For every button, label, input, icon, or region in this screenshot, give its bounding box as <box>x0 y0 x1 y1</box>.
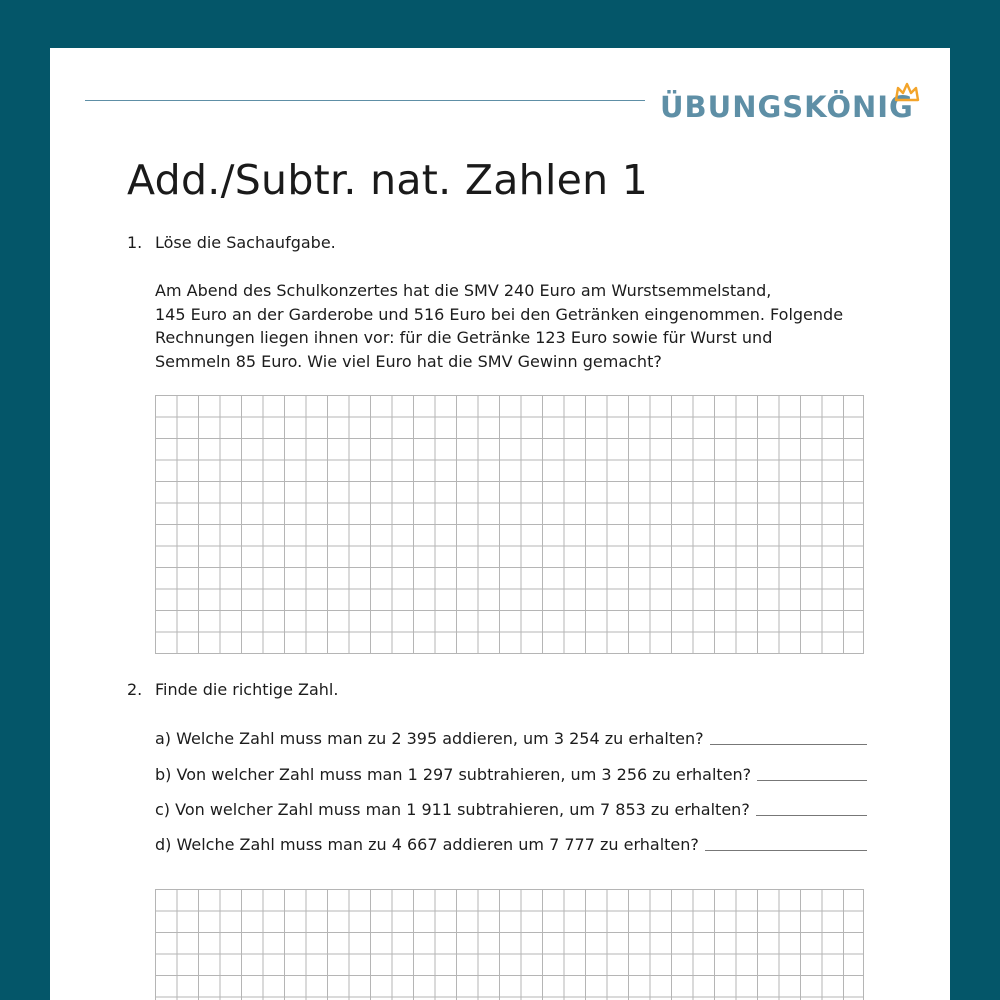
question-text: c) Von welcher Zahl muss man 1 911 subtrahieren, um 7 853 zu erhalten? <box>155 800 750 819</box>
task-1-text-line: Am Abend des Schulkonzertes hat die SMV 240 Euro am Wurstsemmelstand, <box>155 281 772 300</box>
task-1-text-line: Semmeln 85 Euro. Wie viel Euro hat die SMV Gewinn gemacht? <box>155 351 662 371</box>
header-rule <box>85 100 645 101</box>
task-2-instruction: Finde die richtige Zahl. <box>155 680 339 699</box>
question-a <box>155 726 867 748</box>
crown-icon <box>894 82 920 102</box>
answer-blank[interactable] <box>705 849 867 851</box>
answer-blank[interactable] <box>710 743 867 745</box>
page-title: Add./Subtr. nat. Zahlen 1 <box>127 156 649 204</box>
question-b <box>155 762 867 784</box>
question-c <box>155 797 867 819</box>
question-text: d) Welche Zahl muss man zu 4 667 addieren um 7 777 zu erhalten? <box>155 835 699 854</box>
task-1-work-grid[interactable] <box>155 395 864 654</box>
task-1-text <box>155 279 875 373</box>
question-d <box>155 832 867 854</box>
question-text: b) Von welcher Zahl muss man 1 297 subtrahieren, um 3 256 zu erhalten? <box>155 765 752 784</box>
answer-blank[interactable] <box>757 779 867 781</box>
question-text: a) Welche Zahl muss man zu 2 395 addieren, um 3 254 zu erhalten? <box>155 729 704 748</box>
worksheet-page <box>50 48 950 1000</box>
task-2-work-grid[interactable] <box>155 889 864 1000</box>
task-1-text-line: Rechnungen liegen ihnen vor: für die Getränke 123 Euro sowie für Wurst und <box>155 328 773 347</box>
task-2-number: 2. <box>127 680 143 699</box>
task-1-text-line: 145 Euro an der Garderobe und 516 Euro bei den Getränken eingenommen. Folgende <box>155 304 844 324</box>
task-1-instruction: Löse die Sachaufgabe. <box>155 233 336 252</box>
task-1-number: 1. <box>127 233 143 252</box>
brand-logo: ÜBUNGSKÖNIG <box>660 90 914 124</box>
answer-blank[interactable] <box>756 814 867 816</box>
